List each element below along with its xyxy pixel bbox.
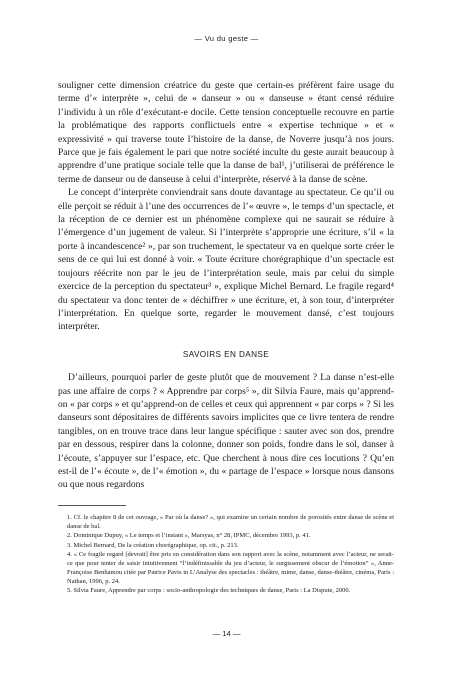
footnote-4: 4. « Ce fragile regard [devrait] être pris en considération dans son rapport avec la scène, notamment avec l’acteur, ne serait-ce que pour tenter de saisir intuitivement “l’indéfinissable du jeu d’acteur, le surgissement obscur de l’émotion” », Anne-Françoise Benhamou citée par Patrice Pavis in L’Analyse des spectacles : théâtre, mime, danse, danse-théâtre, cinéma, Paris : Nathan, 1996, p. 24. bbox=[67, 551, 394, 585]
footnote-3: 3. Michel Bernard, De la création chorégraphique, op. cit., p. 213. bbox=[67, 541, 239, 549]
paragraph-2: Le concept d’interprète conviendrait sans doute davantage au spectateur. Ce qu’il ou elle perçoit se réduit à l’une des occurrences de l’« œuvre », le temps d’un spectacle, et la réception de ce dernier est un phénomène complexe qui ne saurait se réduire à l’émergence d’un jugement de valeur. Si l’interprète s’approprie une écriture, s’il « la porte à incandescence² », par son truchement, le spectateur va en quelque sorte créer le sens de ce qui lui est donné à voir. « Toute écriture chorégraphique d’un spectacle est toujours réécrite non par le jeu de l’interprétation seule, mais par celui du simple exercice de la perception du spectateur³ », explique Michel Bernard. Le fragile regard⁴ du spectateur va donc tenter de « déchiffrer » une écriture, et, à son tour, d’interpréter l’interprétation. En quelque sorte, regarder le mouvement dansé, c’est toujours interpréter. bbox=[58, 187, 394, 333]
running-head: — Vu du geste — bbox=[194, 34, 259, 43]
footnotes bbox=[58, 514, 394, 597]
footnote-2: 2. Dominique Dupuy, « Le temps et l’instant », Marsyas, n° 28, IPMC, décembre 1993, p. 41. bbox=[67, 532, 311, 540]
footnote-1: 1. Cf. le chapitre 8 de cet ouvrage, « Par où la danse? », qui examine un certain nombre de porosités entre danse de scène et danse de bal. bbox=[67, 514, 394, 530]
footnote-5: 5. Silvia Faure, Apprendre par corps : socio-anthropologie des techniques de danse, Paris : La Dispute, 2000. bbox=[67, 587, 351, 595]
paragraph-3: D’ailleurs, pourquoi parler de geste plutôt que de mouvement ? La danse n’est-elle pas une affaire de corps ? « Apprendre par corps⁵ », dit Silvia Faure, mais qu’apprend-on « par corps » et qu’apprend-on de celles et ceux qui apprennent « par corps » ? Si les danseurs sont dépositaires de différents savoirs implicites que ce livre tentera de rendre tangibles, on en trouve trace dans leur langue spécifique : sauter avec son dos, prendre par en dessous, respirer dans la colonne, donner son poids, fondre dans le sol, danser à l’écoute, s’appuyer sur l’espace, etc. Que cherchent à nous dire ces locutions ? Qu’en est-il de l’« écoute », de l’« émotion », du « partage de l’espace » lorsque nous dansons ou que nous regardons bbox=[58, 372, 394, 491]
footnote-rule bbox=[58, 505, 126, 506]
body-text bbox=[58, 79, 394, 492]
page-number: — 14 — bbox=[212, 629, 241, 638]
section-heading: SAVOIRS EN DANSE bbox=[182, 349, 270, 359]
paragraph-1: souligner cette dimension créatrice du geste que certain-es préfèrent faire usage du terme d’« interprète », celui de « danseur » ou « danseuse » étant censé réduire l’individu à un rôle d’exécutant-e docile. Cette tension conceptuelle recouvre en partie la problématique des rapports conflictuels entre « expertise technique » et « expressivité » qui traverse toute l’histoire de la danse, de Noverre jusqu’à nos jours. Parce que je fais également le pari que notre société inculte du geste aurait beaucoup à apprendre d’une pratique sociale telle que la danse de bal¹, j’utiliserai de préférence le terme de danseur ou de danseuse à celui d’interprète, réservé à la danse de scène. bbox=[58, 80, 394, 185]
